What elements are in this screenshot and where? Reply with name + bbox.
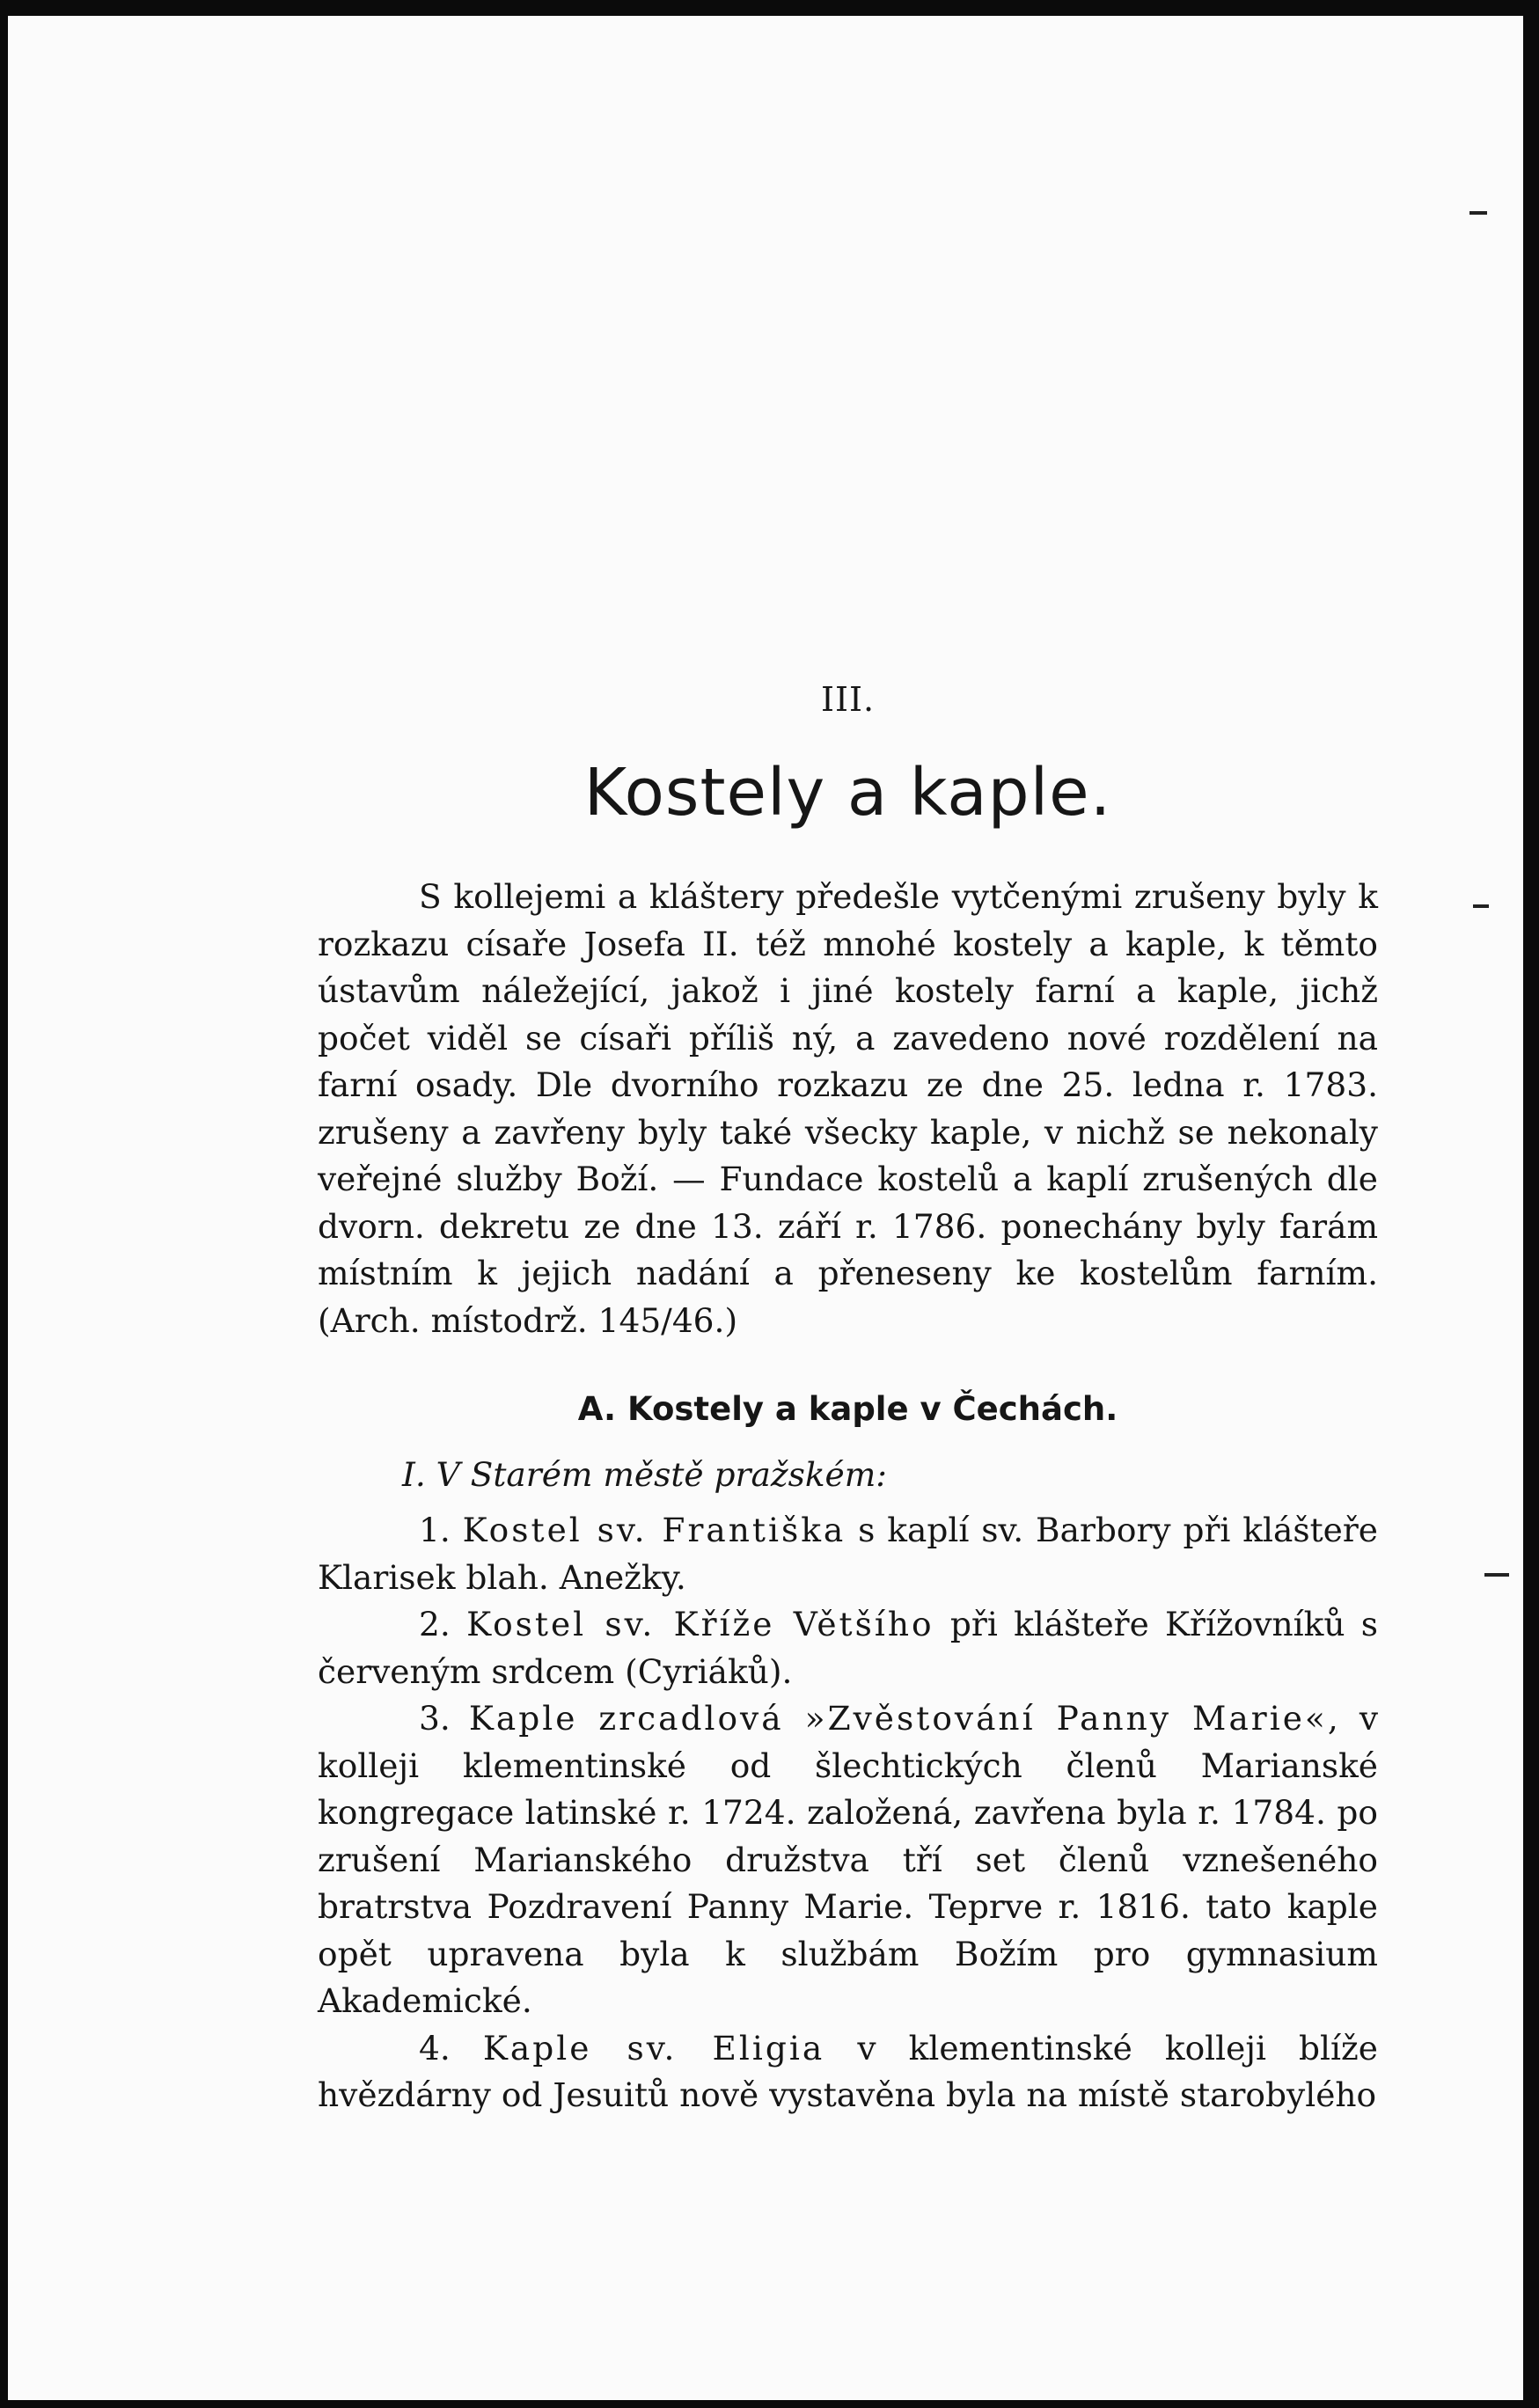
entries-list <box>318 1507 1378 2119</box>
entry-number: 2. <box>419 1605 451 1643</box>
intro-paragraph: S kollejemi a kláštery předešle vytčenými zrušeny byly k rozkazu císaře Josefa II. též mnohé kostely a kaple, k těmto ústavům náležející, jakož i jiné kostely farní a kaple, jichž počet viděl se císaři příliš ný, a zavedeno nové rozdělení na farní osady. Dle dvorního rozkazu ze dne 25. ledna r. 1783. zrušeny a zavřeny byly také všecky kaple, v nichž se nekonaly veřejné služby Boží. — Fundace kostelů a kaplí zrušených dle dvorn. dekretu ze dne 13. září r. 1786. ponechány byly farám místním k jejich nadání a přeneseny ke kostelům farním. (Arch. místodrž. 145/46.) <box>318 877 1378 1340</box>
book-page <box>8 16 1523 2400</box>
entry-name: Kaple sv. Eligia <box>482 2028 825 2068</box>
subsection-heading: I. V Starém městě pražském: <box>402 1455 887 1494</box>
chapter-number: III. <box>820 680 876 719</box>
entry-name: Kaple zrcadlová »Zvěstování Panny Marie«, <box>468 1699 1341 1738</box>
entry-number: 4. <box>419 2028 451 2068</box>
list-item <box>318 1601 1378 1695</box>
entry-text: při klášteře Křížovníků s červeným srdcem (Cyriáků). <box>318 1605 1379 1691</box>
list-item <box>318 1507 1378 1601</box>
entry-number: 1. <box>419 1511 451 1549</box>
intro-block <box>318 874 1378 1344</box>
scan-mark <box>1469 211 1487 215</box>
scan-mark <box>1484 1573 1509 1577</box>
entry-name: Kostel sv. Františka <box>462 1511 846 1549</box>
section-heading: A. Kostely a kaple v Čechách. <box>577 1390 1118 1428</box>
list-item <box>318 2025 1378 2119</box>
list-item <box>318 1695 1378 2025</box>
chapter-title: Kostely a kaple. <box>583 755 1112 831</box>
entry-text: v kolleji klementinské od šlechtických členů Marianské kongregace latinské r. 1724. založená, zavřena byla r. 1784. po zrušení Marianského družstva tří set členů vznešeného bratrstva Pozdravení Panny Marie. Teprve r. 1816. tato kaple opět upravena byla k službám Božím pro gymnasium Akademické. <box>318 1699 1379 2020</box>
scan-mark <box>1473 904 1489 908</box>
entry-text: v klementinské kolleji blíže hvězdárny od Jesuitů nově vystavěna byla na místě starobylého <box>318 2028 1378 2114</box>
entry-number: 3. <box>419 1699 451 1738</box>
entry-name: Kostel sv. Kříže Většího <box>466 1605 934 1643</box>
entry-text: s kaplí sv. Barbory při klášteře Klarisek blah. Anežky. <box>318 1511 1378 1597</box>
